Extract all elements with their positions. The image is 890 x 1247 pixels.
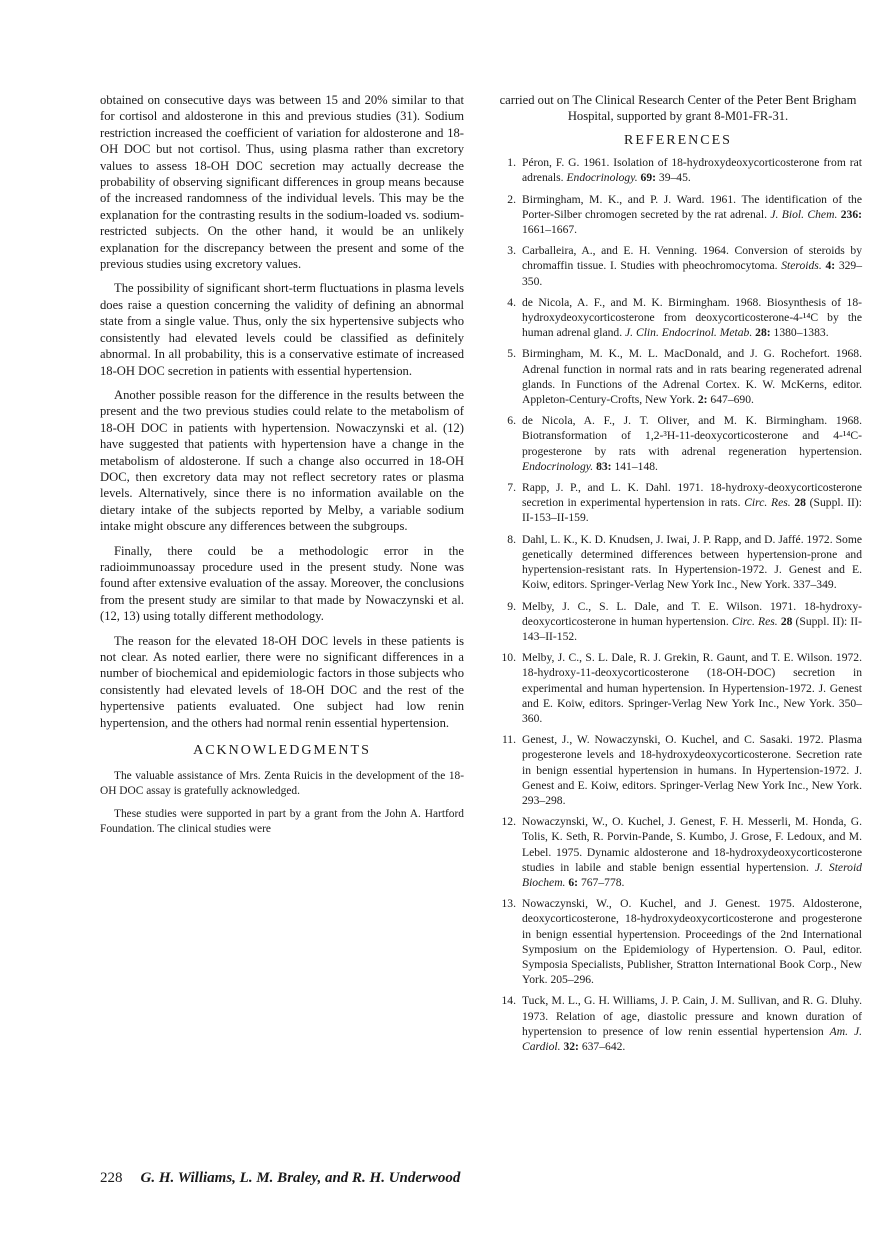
reference-pages: 767–778. bbox=[580, 875, 625, 889]
reference-body: Nowaczynski, W., O. Kuchel, J. Genest, F. H. Messerli, M. Honda, G. Tolis, K. Seth, R. Porvin-Pande, S. Kumbo, J. Grose, F. Ledoux, and M. Lebel. 1975. Dynamic aldosterone and 18-hydroxydeoxycorticosterone studies in labile and stable benign essential hypertension. bbox=[522, 815, 862, 874]
reference-pages: 647–690. bbox=[710, 393, 754, 407]
reference-body: Birmingham, M. K., and P. J. Ward. 1961. The identification of the Porter-Silber chromogen secreted by the rat adrenal. bbox=[522, 192, 862, 221]
reference-list bbox=[494, 155, 862, 1054]
reference-text bbox=[522, 480, 862, 526]
reference-text bbox=[522, 993, 862, 1054]
reference-body: de Nicola, A. F., and M. K. Birmingham. 1968. Biosynthesis of 18-hydroxydeoxycorticosterone from deoxycorticosterone-4-¹⁴C by the human adrenal gland. bbox=[522, 295, 862, 340]
reference-journal: J. Steroid Biochem. bbox=[522, 860, 862, 889]
reference-number: 1. bbox=[507, 156, 516, 170]
reference-pages: 1661–1667. bbox=[522, 223, 578, 237]
reference-text bbox=[522, 243, 862, 289]
reference-number: 9. bbox=[507, 599, 516, 613]
reference-text bbox=[522, 599, 862, 645]
reference-body: Carballeira, A., and E. H. Venning. 1964. Conversion of steroids by chromaffin tissue. I. Studies with pheochromocytoma. bbox=[522, 244, 862, 273]
reference-pages: 637–642. bbox=[581, 1039, 626, 1053]
reference-text bbox=[522, 155, 862, 185]
continuation-text: carried out on The Clinical Research Center of the Peter Bent Brigham Hospital, supported by grant 8-M01-FR-31. bbox=[499, 93, 857, 124]
body-paragraph: obtained on consecutive days was between 15 and 20% similar to that for cortisol and aldosterone in this and previous studies (31). Sodium restriction increased the coefficient of variation for aldosterone and 18-OH DOC but not cortisol. Thus, using plasma rather than excretory values to assess 18-OH DOC secretion may actually decrease the probability of observing significant differences in group means because of the increased randomness of the individual levels. This may be the explanation for the contrasting results in the sodium-loaded vs. sodium-restricted subjects. On the other hand, it would be an unlikely explanation for the discrepancy between the present and some of the previous studies using excretory values. bbox=[100, 93, 464, 272]
reference-item bbox=[494, 243, 862, 289]
reference-number: 10. bbox=[501, 651, 516, 665]
reference-text bbox=[522, 732, 862, 808]
reference-pages: (Suppl. II): II-153–II-159. bbox=[522, 496, 863, 525]
reference-text bbox=[522, 896, 862, 987]
reference-pages: 1380–1383. bbox=[773, 326, 829, 340]
ack-paragraph: The valuable assistance of Mrs. Zenta Ruicis in the development of the 18-OH DOC assay is gratefully acknowledged. bbox=[100, 770, 464, 798]
references-heading: REFERENCES bbox=[624, 132, 732, 148]
reference-item bbox=[494, 650, 862, 726]
reference-body: Genest, J., W. Nowaczynski, O. Kuchel, and C. Sasaki. 1972. Plasma progesterone levels and 18-hydroxydeoxycorticosterone. Secretion rate in benign essential hypertension in humans. In Hypertension-1972. J. Genest and E. Koiw, editors. Springer-Verlag New York Inc., New York. 293–298. bbox=[522, 733, 862, 807]
body-paragraph: Another possible reason for the difference in the results between the present and the two previous studies could relate to the metabolism of 18-OH DOC in patients with hypertension. Nowaczynski et al. (12) have suggested that patients with hypertension have a change in the metabolism of aldosterone. If such a change also occurred in 18-OH DOC, then excretory data may not reflect secretory rates or plasma levels. Alternatively, since there is no information available on the dietary intake of the subjects reported by Melby, a variable sodium intake might obscure any differences between the subgroups. bbox=[100, 387, 464, 534]
reference-volume: 236: bbox=[840, 207, 862, 221]
reference-item bbox=[494, 192, 862, 238]
reference-journal: Am. J. Cardiol. bbox=[522, 1024, 863, 1053]
reference-number: 8. bbox=[507, 532, 516, 546]
reference-item bbox=[494, 480, 862, 526]
reference-number: 14. bbox=[501, 994, 516, 1008]
reference-journal: Circ. Res. bbox=[731, 614, 778, 628]
reference-pages: 39–45. bbox=[658, 171, 691, 185]
reference-volume: 4: bbox=[825, 259, 836, 273]
running-authors: G. H. Williams, L. M. Braley, and R. H. Underwood bbox=[140, 1170, 461, 1186]
reference-number: 13. bbox=[501, 897, 516, 911]
reference-volume: 28 bbox=[794, 496, 806, 510]
reference-number: 6. bbox=[507, 414, 516, 428]
reference-volume: 69: bbox=[640, 171, 656, 185]
reference-pages: 141–148. bbox=[614, 459, 658, 473]
reference-pages: (Suppl. II): II-143–II-152. bbox=[522, 614, 862, 643]
right-column bbox=[494, 92, 862, 1060]
reference-body: Rapp, J. P., and L. K. Dahl. 1971. 18-hydroxy-deoxycorticosterone secretion in experimental hypertension in rats. bbox=[522, 481, 862, 510]
reference-text bbox=[522, 650, 862, 726]
body-paragraph: Finally, there could be a methodologic error in the radioimmunoassay procedure used in the present study. None was found after extensive evaluation of the assay. Moreover, the conclusions from the present study are similar to that made by Nowaczynski et al. (12, 13) using totally different methodology. bbox=[100, 543, 464, 624]
reference-text bbox=[522, 295, 862, 341]
body-paragraph: The reason for the elevated 18-OH DOC levels in these patients is not clear. As noted earlier, there were no significant differences in a number of biochemical and epidemiologic factors in those subjects who consistently had elevated levels of 18-OH DOC and the rest of the hypertensive patients evaluated. One subject had low renin hypertension, and the others had normal renin essential hypertension. bbox=[100, 633, 464, 730]
reference-journal: Endocrinology. bbox=[566, 171, 638, 185]
reference-volume: 28: bbox=[755, 326, 771, 340]
reference-journal: Steroids. bbox=[781, 259, 822, 273]
reference-volume: 32: bbox=[563, 1039, 579, 1053]
reference-item bbox=[494, 532, 862, 593]
reference-body: Tuck, M. L., G. H. Williams, J. P. Cain, J. M. Sullivan, and R. G. Dluhy. 1973. Relation of age, diastolic pressure and known duration of hypertension to presence of low renin essential hypertension bbox=[522, 994, 862, 1038]
reference-body: Birmingham, M. K., M. L. MacDonald, and J. G. Rochefort. 1968. Adrenal function in normal rats and in rats bearing regenerated adrenal glands. In Functions of the Adrenal Cortex. K. W. McKerns, editor. Appleton-Century-Crofts, New York. bbox=[522, 347, 862, 407]
reference-item bbox=[494, 993, 862, 1054]
reference-journal: Endocrinology. bbox=[522, 459, 594, 473]
reference-number: 7. bbox=[507, 481, 516, 495]
reference-number: 2. bbox=[507, 192, 516, 206]
reference-journal: Circ. Res. bbox=[744, 496, 791, 510]
reference-number: 4. bbox=[507, 295, 516, 309]
reference-body: Melby, J. C., S. L. Dale, R. J. Grekin, R. Gaunt, and T. E. Wilson. 1972. 18-hydroxy-11-deoxycorticosterone (18-OH-DOC) secretion in experimental and human hypertension. In Hypertension-1972. J. Genest and E. Koiw, editors. Springer-Verlag New York Inc., New York. 350–360. bbox=[522, 651, 862, 725]
reference-body: Melby, J. C., S. L. Dale, and T. E. Wilson. 1971. 18-hydroxy-deoxycorticosterone in human hypertension. bbox=[522, 599, 862, 628]
reference-item bbox=[494, 295, 862, 341]
reference-body: de Nicola, A. F., J. T. Oliver, and M. K. Birmingham. 1968. Biotransformation of 1,2-³H-11-deoxycorticosterone and 4-¹⁴C-progesterone by rats with adrenal regeneration hypertension. bbox=[522, 414, 862, 458]
reference-volume: 6: bbox=[568, 875, 579, 889]
reference-journal: J. Clin. Endocrinol. Metab. bbox=[625, 326, 753, 340]
reference-item bbox=[494, 413, 862, 474]
reference-item bbox=[494, 346, 862, 407]
reference-number: 3. bbox=[507, 244, 516, 258]
reference-number: 11. bbox=[501, 733, 516, 747]
reference-text bbox=[522, 192, 862, 238]
reference-item bbox=[494, 732, 862, 808]
reference-item bbox=[494, 896, 862, 987]
left-column bbox=[100, 92, 464, 845]
acknowledgments-heading: ACKNOWLEDGMENTS bbox=[193, 743, 371, 759]
reference-text bbox=[522, 346, 862, 407]
ack-paragraph: These studies were supported in part by a grant from the John A. Hartford Foundation. The clinical studies were bbox=[100, 808, 464, 835]
reference-text bbox=[522, 814, 862, 890]
reference-body: Dahl, L. K., K. D. Knudsen, J. Iwai, J. P. Rapp, and D. Jaffé. 1972. Some genetically determined differences between hypertension-prone and hypertension-resistant rats. In Hypertension-1972. J. Genest and E. Koiw, editors. Springer-Verlag New York Inc., New York. 337–349. bbox=[522, 532, 862, 592]
reference-journal: J. Biol. Chem. bbox=[770, 207, 838, 221]
body-paragraph: The possibility of significant short-term fluctuations in plasma levels does raise a question concerning the validity of defining an abnormal state from a single value. Thus, only the six hypertensive subjects who consistently had elevated levels could be classified as definitely abnormal. In all probability, this is a conservative estimate of increased 18-OH DOC secretion in patients with essential hypertension. bbox=[100, 281, 464, 378]
reference-volume: 2: bbox=[697, 393, 708, 407]
reference-body: Péron, F. G. 1961. Isolation of 18-hydroxydeoxycorticosterone from rat adrenals. bbox=[522, 156, 862, 185]
reference-volume: 28 bbox=[780, 614, 793, 628]
reference-item bbox=[494, 814, 862, 890]
reference-text bbox=[522, 413, 862, 474]
page-footer bbox=[100, 1170, 460, 1187]
reference-text bbox=[522, 532, 862, 593]
reference-item bbox=[494, 155, 862, 185]
reference-pages: 329–350. bbox=[522, 259, 862, 288]
reference-body: Nowaczynski, W., O. Kuchel, and J. Genest. 1975. Aldosterone, deoxycorticosterone, 18-hydroxydeoxycorticosterone and progesterone in benign essential hypertension. Proceedings of the 2nd International Symposium on the Epidemiology of Hypertension. O. Paul, editor. Symposia Specialists, Publisher, Stratton International Book Corp., New York. 205–296. bbox=[522, 897, 862, 987]
page-number: 228 bbox=[100, 1170, 123, 1186]
reference-item bbox=[494, 599, 862, 645]
reference-number: 12. bbox=[501, 815, 516, 829]
reference-number: 5. bbox=[507, 347, 516, 361]
reference-volume: 83: bbox=[596, 459, 612, 473]
